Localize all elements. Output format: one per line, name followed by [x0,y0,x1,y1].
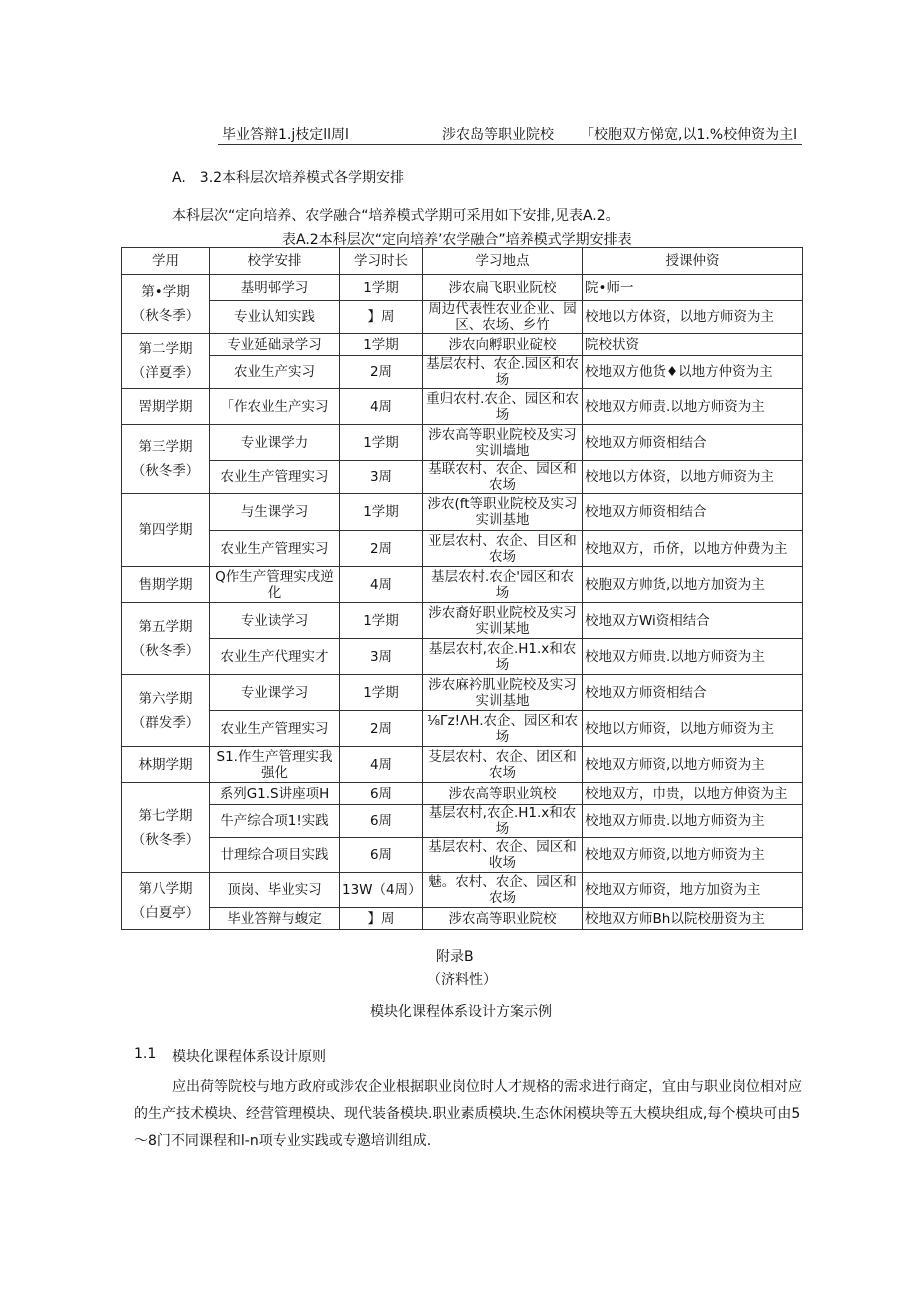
cell-arrangement: 「作农业生产实习 [210,389,340,425]
table-row [122,531,803,567]
cell-arrangement: 农业生产管理实习 [210,461,340,494]
cell-location: 亚层农村、农企、目区和农场 [423,531,583,567]
cell-arrangement: 毕业答辩1.j枝定ll周l [222,127,349,143]
cell-teachers: 校地双方师资相结合 [583,675,803,711]
semester-label: 第七学期 [138,807,193,824]
cell-duration: 6周 [340,838,423,873]
semester-cell [122,675,210,747]
semester-label: （白夏亭） [131,905,200,921]
semester-cell [122,494,210,567]
cell-teachers: 校地双方师贵.以地方师资为主 [583,639,803,675]
appendix-note: （济料性） [427,972,497,988]
cell-duration: 2周 [340,356,423,389]
cell-arrangement: 专业读学习 [210,603,340,639]
semester-cell [122,425,210,494]
cell-location: 基层农村.农企'园区和农场 [423,567,583,603]
table-row [122,425,803,461]
table-row [122,783,803,805]
table-continuation-row [218,118,802,145]
semester-cell [122,783,210,873]
cell-arrangement: 毕业答辩与蝮定 [210,908,340,930]
appendix-title: 附录B [436,949,474,965]
semester-cell [122,873,210,930]
semester-label: （秋冬季） [131,463,200,479]
cell-arrangement: 农业生产代理实才 [210,639,340,675]
semester-label: （洋夏季） [131,365,200,381]
semester-label: 林期学期 [138,756,193,773]
semester-label: 第五学期 [138,618,193,635]
section-title: 模块化课程体系设计原则 [172,1049,326,1065]
cell-location: 周边代表性农业企业、园区、农场、乡竹 [423,301,583,334]
semester-label: 第•学期 [141,284,190,300]
semester-cell [122,334,210,389]
table-row [122,639,803,675]
cell-teachers: 校地以方体资，以地方师资为主 [583,461,803,494]
semester-label: 第六学期 [138,690,193,707]
semester-label: （群发季） [131,714,200,731]
body-line-3: 〜8门不同课程和l-n项专业实践或专邀培训组成. [134,1133,432,1149]
cell-arrangement: 专业延础录学习 [210,334,340,356]
cell-location: 涉农向孵职业碇校 [423,334,583,356]
cell-arrangement: 廿理综合项目实践 [210,838,340,873]
cell-duration: 4周 [340,567,423,603]
header-teachers: 授课仲资 [583,248,803,275]
cell-teachers: 校地双方师责.以地方师资为主 [583,389,803,425]
table-row [122,711,803,747]
cell-arrangement: 农业生产实习 [210,356,340,389]
cell-teachers: 校地双方师资相结合 [583,494,803,531]
section-heading-a32: A. 3.2本科层次培养模式各学期安排 [172,170,405,186]
table-row [122,873,803,908]
table-row [122,567,803,603]
cell-duration: 1学期 [340,603,423,639]
cell-arrangement: 顶岗、毕业实习 [210,873,340,908]
semester-label: （秋冬季） [131,308,200,324]
header-semester: 学用 [122,248,210,275]
semester-label: 第二学期 [138,341,193,357]
cell-duration: 6周 [340,783,423,805]
cell-arrangement: 与生课学习 [210,494,340,531]
cell-teachers: 校地以方体资，以地方师资为主 [583,301,803,334]
cell-arrangement: Q作生产管理实戌逆化 [210,567,340,603]
header-location: 学习地点 [423,248,583,275]
cell-location: 涉农高等职业院校及实习实训墙地 [423,425,583,461]
cell-duration: 2周 [340,531,423,567]
table-row [122,301,803,334]
table-row [122,494,803,531]
cell-duration: 3周 [340,639,423,675]
table-row [122,334,803,356]
cell-duration: 4周 [340,747,423,783]
cell-location: 芟层农村、农企、团区和农场 [423,747,583,783]
cell-teachers: 校地双方，币侪，以地方仲费为主 [583,531,803,567]
semester-plan-table [121,247,803,930]
cell-teachers: 校地双方师资,以地方师资为主 [583,747,803,783]
table-row [122,461,803,494]
cell-teachers: 校地双方师资相结合 [583,425,803,461]
cell-location: 涉农麻衿肌业院校及实习实训基地 [423,675,583,711]
cell-teachers: 校地以方师资，以地方师资为主 [583,711,803,747]
semester-label: 售期学期 [138,576,193,593]
table-row [122,275,803,301]
cell-teachers: 校地双方师贵.以地方师资为主 [583,805,803,838]
table-header-row [122,248,803,275]
table-caption: 表A.2本科层次“定向培养’农学融合”培养模式学期安排表 [282,232,632,248]
cell-arrangement: 系列G1.S讲座项H [210,783,340,805]
body-line-2: 的生产技术模块、经营管理模块、现代装备模块.职业素质模块.生态休闲模块等五大模块组成,每个模块可由5 [134,1106,801,1122]
cell-duration: 1学期 [340,334,423,356]
header-duration: 学习时长 [340,248,423,275]
cell-arrangement: 农业生产管理实习 [210,711,340,747]
table-row [122,908,803,930]
cell-arrangement: 专业课学力 [210,425,340,461]
cell-duration: 】周 [340,908,423,930]
cell-duration: 6周 [340,805,423,838]
semester-cell [122,747,210,783]
semester-label: 罟期学期 [138,398,193,415]
cell-duration: 13W（4周） [340,873,423,908]
cell-arrangement: 基明邨学习 [210,275,340,301]
table-row [122,747,803,783]
cell-duration: 2周 [340,711,423,747]
cell-arrangement: 专业课学习 [210,675,340,711]
cell-location: 基层农村,农企.H1.x和农场 [423,805,583,838]
semester-cell [122,389,210,425]
cell-duration: 3周 [340,461,423,494]
cell-location: 基层农村,农企.H1.x和农场 [423,639,583,675]
cell-teachers: 校地双方Wi资相结合 [583,603,803,639]
cell-location: 涉农扁飞职业阮校 [423,275,583,301]
cell-location: 魅。农村、农企、园区和农场 [423,873,583,908]
cell-teachers: 院校状资 [583,334,803,356]
semester-cell [122,567,210,603]
cell-teachers: 校地双方，巾贵，以地方伸资为主 [583,783,803,805]
cell-location: 基层农村、农企.园区和农场 [423,356,583,389]
cell-arrangement: 专业认知实践 [210,301,340,334]
semester-cell [122,275,210,334]
cell-location: 涉农高等职业筑校 [423,783,583,805]
table-row [122,389,803,425]
semester-label: 第八学期 [138,881,193,897]
cell-teachers: 院•师一 [583,275,803,301]
semester-label: （秋冬季） [131,642,200,659]
cell-location: 基层农村、农企、园区和收场 [423,838,583,873]
cell-duration: 4周 [340,389,423,425]
cell-teachers: 「校胞双方悌宽,以1.%校伸资为主l [580,127,797,143]
cell-location: 涉农岛等职业院校 [442,127,554,143]
intro-paragraph: 本科层次“定向培养、农学融合“培养模式学期可采用如下安排,见表A.2。 [172,208,620,224]
cell-arrangement: S1.作生产管理实我强化 [210,747,340,783]
table-row [122,838,803,873]
table-row [122,675,803,711]
semester-plan-body [122,248,803,930]
cell-arrangement: 牛产综合项1!实践 [210,805,340,838]
table-row [122,356,803,389]
semester-cell [122,603,210,675]
semester-label: 第四学期 [138,522,193,538]
cell-duration: 1学期 [340,275,423,301]
appendix-subtitle: 模块化课程体系设计方案示例 [370,1004,552,1020]
semester-label: （秋冬季） [131,831,200,848]
section-number: 1.1 [134,1046,157,1062]
cell-teachers: 校地双方师Bh以院校册资为主 [583,908,803,930]
cell-teachers: 校胞双方帅货,以地方加资为主 [583,567,803,603]
cell-duration: 1学期 [340,675,423,711]
cell-duration: 】周 [340,301,423,334]
table-row [122,805,803,838]
cell-location: 涉农裔好职业院校及实习实训某地 [423,603,583,639]
cell-location: 基联农村、农企、园区和农场 [423,461,583,494]
cell-duration: 1学期 [340,425,423,461]
cell-location: 涉农(ft等职业院校及实习实训基地 [423,494,583,531]
cell-location: ⅛Γz!ΛH.农企、园区和农场 [423,711,583,747]
semester-label: 第三学期 [138,439,193,455]
cell-teachers: 校地双方他货♦以地方仲资为主 [583,356,803,389]
table-row [122,603,803,639]
cell-teachers: 校地双方师资，地方加资为主 [583,873,803,908]
header-arrangement: 校学安排 [210,248,340,275]
cell-teachers: 校地双方师资,以地方师资为主 [583,838,803,873]
cell-location: 涉农高等职业院校 [423,908,583,930]
body-line-1: 应出荷等院校与地方政府或涉农企业根据职业岗位时人才规格的需求进行商定，宜由与职业岗位相对应 [172,1079,802,1095]
cell-arrangement: 农业生产管理实习 [210,531,340,567]
cell-location: 重归农村.农企、园区和农场 [423,389,583,425]
cell-duration: 1学期 [340,494,423,531]
